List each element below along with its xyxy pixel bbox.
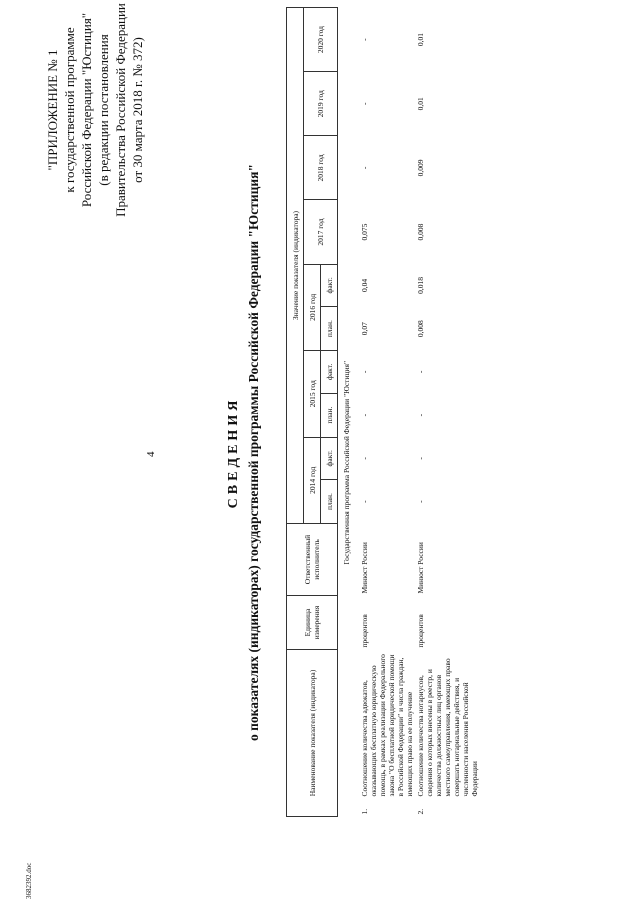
header-year: 2019 год [304,72,338,136]
row-number: 2. [416,808,425,815]
header-responsible: Ответственный исполнитель [287,524,338,596]
program-row [338,8,360,817]
header-fact: факт. [321,264,338,307]
table-row [415,8,480,817]
header-plan: план. [321,307,338,351]
appendix-line: "ПРИЛОЖЕНИЕ № 1 [45,49,60,171]
value-cell: 0,01 [416,97,425,111]
header-year: 2020 год [304,8,338,72]
header-year: 2015 год [304,351,321,437]
value-cell: - [416,457,425,460]
header-values-group: Значение показателя (индикатора) [287,8,304,524]
value-cell: - [416,500,425,503]
value-cell: - [360,166,369,170]
value-cell: - [416,370,425,374]
header-fact: факт. [321,437,338,480]
value-cell: - [360,102,369,105]
value-cell: - [360,500,369,503]
value-cell: 0,018 [416,276,425,294]
indicator-unit: процентов [360,614,369,648]
appendix-line: Российской Федерации "Юстиция" [79,12,94,208]
appendix-line: Правительства Российской Федерации [113,3,128,217]
value-cell: - [416,413,425,417]
document-title: СВЕДЕНИЯ [226,396,241,509]
header-year: 2016 год [304,264,321,350]
indicator-name: Соотношение количества нотариусов, сведения о которых внесены в реестр, и количества должностных лиц органов местного самоуправления, имеющих право совершать нотариальные действия, и численности населения Российской Федерации [416,658,479,797]
value-cell: - [360,457,369,460]
header-year: 2018 год [304,136,338,200]
value-cell: - [360,38,369,41]
file-footer: 3682392.doc [25,862,33,899]
value-cell: 0,01 [416,33,425,47]
appendix-line: к государственной программе [62,27,77,193]
program-row-label: Государственная программа Российской Федерации "Юстиция" [342,360,351,565]
value-cell: - [360,370,369,374]
header-year: 2017 год [304,200,338,264]
header-fact: факт. [321,351,338,394]
value-cell: 0,008 [416,223,425,241]
value-cell: 0,008 [416,320,425,338]
appendix-line: от 30 марта 2018 г. № 372) [130,37,145,183]
header-year: 2014 год [304,437,321,523]
appendix-block [44,0,146,225]
page-number: 4 [145,451,157,457]
value-cell: - [360,413,369,417]
indicators-table [286,7,480,817]
header-unit: Единица измерения [287,596,338,650]
value-cell: 0,07 [360,322,369,336]
indicator-responsible: Минюст России [360,542,369,594]
value-cell: 0,009 [416,159,425,177]
indicator-unit: процентов [416,614,425,648]
value-cell: 0,04 [360,278,369,292]
header-name: Наименование показателя (индикатора) [287,650,338,817]
value-cell: 0,075 [360,223,369,241]
table-row [359,8,415,817]
header-plan: план. [321,480,338,524]
indicator-responsible: Минюст России [416,542,425,594]
row-number: 1. [360,808,369,815]
header-plan: план. [321,393,338,437]
appendix-line: (в редакции постановления [96,34,111,186]
document-subtitle: о показателях (индикаторах) государственной программы Российской Федерации "Юстиция" [246,164,261,741]
indicator-name: Соотношение количества адвокатов, оказывающих бесплатную юридическую помощь, в рамках реализации Федерального закона "О бесплатной юридической помощи в Российской Федерации" и числа граждан, имеющих право на ее получение [360,654,414,797]
